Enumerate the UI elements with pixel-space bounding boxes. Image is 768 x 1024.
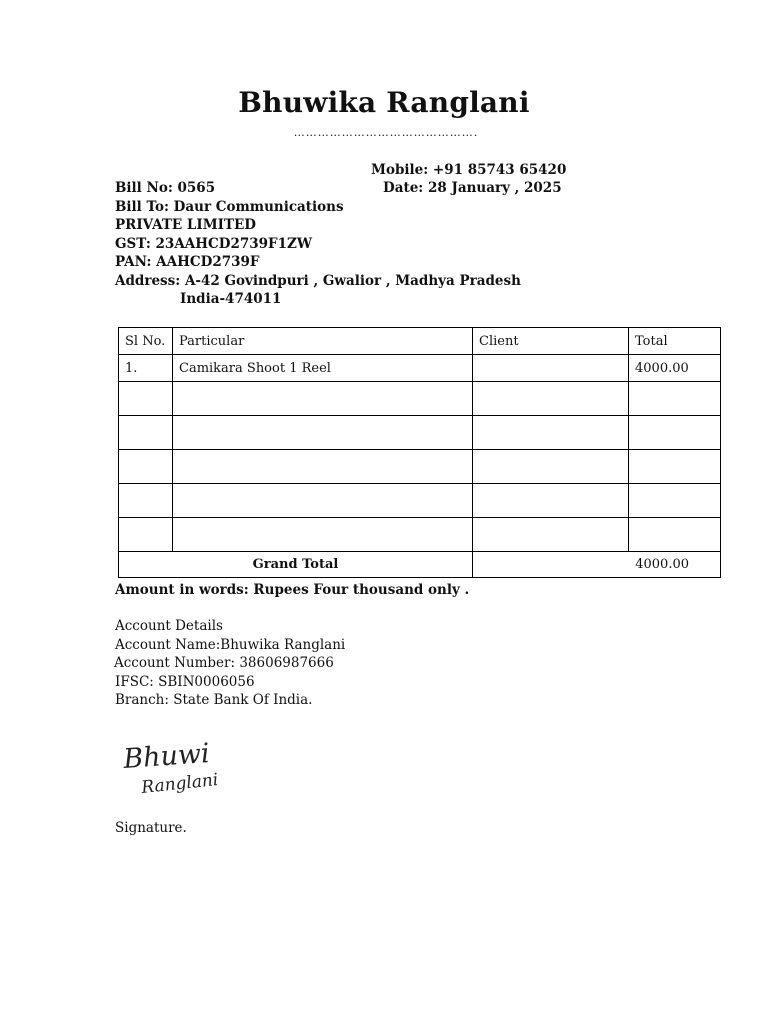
bill-to-line1: Bill To: Daur Communications xyxy=(115,199,344,215)
cell-sl-no xyxy=(119,416,173,450)
cell-client xyxy=(473,518,629,552)
account-name: Account Name:Bhuwika Ranglani xyxy=(115,637,346,653)
table-row xyxy=(119,416,721,450)
cell-total xyxy=(629,518,721,552)
cell-particular: Camikara Shoot 1 Reel xyxy=(173,355,473,382)
cell-sl-no xyxy=(119,382,173,416)
header-particular: Particular xyxy=(173,328,473,355)
cell-particular xyxy=(173,518,473,552)
cell-sl-no xyxy=(119,450,173,484)
gst-number: GST: 23AAHCD2739F1ZW xyxy=(115,236,313,252)
bill-number: Bill No: 0565 xyxy=(115,180,216,196)
address-line1: Address: A-42 Govindpuri , Gwalior , Madhya Pradesh xyxy=(115,273,521,289)
cell-total xyxy=(629,450,721,484)
signature-label: Signature. xyxy=(115,820,187,836)
handwritten-signature xyxy=(118,738,233,810)
table-row xyxy=(119,484,721,518)
cell-total xyxy=(629,416,721,450)
address-line2: India-474011 xyxy=(180,291,282,307)
table-header-row xyxy=(119,328,721,355)
ifsc-code: IFSC: SBIN0006056 xyxy=(115,674,255,690)
mobile-number: Mobile: +91 85743 65420 xyxy=(371,162,567,178)
issuer-name: Bhuwika Ranglani xyxy=(238,86,530,119)
cell-particular xyxy=(173,416,473,450)
account-number: Account Number: 38606987666 xyxy=(114,655,334,671)
cell-client xyxy=(473,416,629,450)
cell-client xyxy=(473,382,629,416)
cell-sl-no: 1. xyxy=(119,355,173,382)
cell-particular xyxy=(173,382,473,416)
signature-line2: Ranglani xyxy=(140,770,220,798)
table-row xyxy=(119,518,721,552)
grand-total-row xyxy=(119,552,721,578)
grand-total-label: Grand Total xyxy=(119,552,473,578)
bank-branch: Branch: State Bank Of India. xyxy=(115,692,313,708)
cell-total: 4000.00 xyxy=(629,355,721,382)
signature-line1: Bhuwi xyxy=(122,738,211,775)
cell-client xyxy=(473,484,629,518)
grand-total-value: 4000.00 xyxy=(473,552,721,578)
bill-date: Date: 28 January , 2025 xyxy=(383,180,562,196)
table-row xyxy=(119,382,721,416)
cell-total xyxy=(629,382,721,416)
table-row xyxy=(119,450,721,484)
cell-client xyxy=(473,355,629,382)
items-table xyxy=(118,327,721,578)
cell-particular xyxy=(173,450,473,484)
header-sl-no: Sl No. xyxy=(119,328,173,355)
table-row xyxy=(119,355,721,382)
title-underline-dots: ………………………………………. xyxy=(293,126,479,139)
cell-sl-no xyxy=(119,484,173,518)
amount-in-words: Amount in words: Rupees Four thousand only . xyxy=(115,582,470,598)
header-client: Client xyxy=(473,328,629,355)
cell-client xyxy=(473,450,629,484)
cell-total xyxy=(629,484,721,518)
pan-number: PAN: AAHCD2739F xyxy=(115,254,260,270)
cell-sl-no xyxy=(119,518,173,552)
header-total: Total xyxy=(629,328,721,355)
account-details-heading: Account Details xyxy=(115,618,223,634)
cell-particular xyxy=(173,484,473,518)
bill-to-line2: PRIVATE LIMITED xyxy=(115,217,256,233)
